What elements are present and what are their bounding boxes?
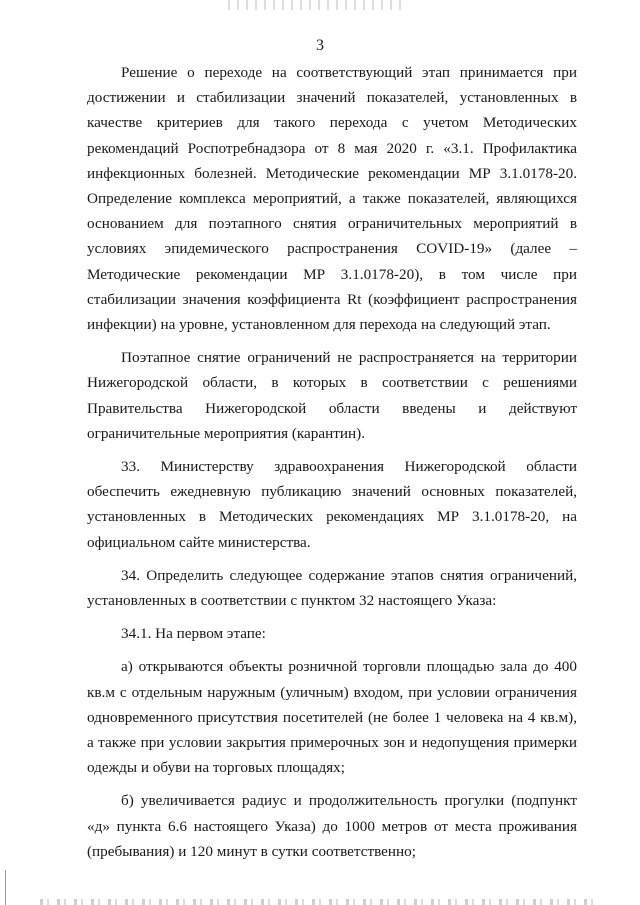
- scan-edge-mark: [5, 870, 6, 905]
- paragraph-subitem-a: а) открываются объекты розничной торговли площадью зала до 400 кв.м с отдельным наружным (уличным) входом, при условии ограничения одновременного присутствия посетителей (не более 1 человека на 4 кв.м), а также при условии закрытия примерочных зон и недопущения примерки одежды и обуви на торговых площадях;: [87, 658, 577, 777]
- paragraph-transition-decision: Решение о переходе на соответствующий этап принимается при достижении и стабилизации значений показателей, установленных в качестве критериев для такого перехода с учетом Методических рекомендаций Роспотребнадзора от 8 мая 2020 г. «3.1. Профилактика инфекционных болезней. Методические рекомендации МР 3.1.0178-20. Определение комплекса мероприятий, а также показателей, являющихся основанием для поэтапного снятия ограничительных мероприятий в условиях эпидемического распространения COVID-19» (далее – Методические рекомендации МР 3.1.0178-20), в том числе при стабилизации значения коэффициента Rt (коэффициент распространения инфекции) на уровне, установленном для перехода на следующий этап.: [87, 64, 577, 334]
- page-number: 3: [316, 37, 324, 54]
- paragraph-subitem-b: б) увеличивается радиус и продолжительность прогулки (подпункт «д» пункта 6.6 настоящего Указа) до 1000 метров от места проживания (пребывания) и 120 минут в сутки соответственно;: [87, 792, 577, 860]
- paragraph-item-33: 33. Министерству здравоохранения Нижегородской области обеспечить ежедневную публикацию значений основных показателей, установленных в Методических рекомендациях МР 3.1.0178-20, на официальном сайте министерства.: [87, 458, 577, 551]
- paragraph-quarantine-exception: Поэтапное снятие ограничений не распространяется на территории Нижегородской области, в которых в соответствии с решениями Правительства Нижегородской области введены и действуют ограничительные мероприятия (карантин).: [87, 349, 577, 442]
- scan-noise-bottom: [40, 899, 600, 905]
- paragraph-item-34-1: 34.1. На первом этапе:: [121, 625, 266, 643]
- paragraph-item-34: 34. Определить следующее содержание этапов снятия ограничений, установленных в соответствии с пунктом 32 настоящего Указа:: [87, 566, 577, 610]
- scan-noise-top: [228, 0, 408, 10]
- document-body: [87, 60, 577, 872]
